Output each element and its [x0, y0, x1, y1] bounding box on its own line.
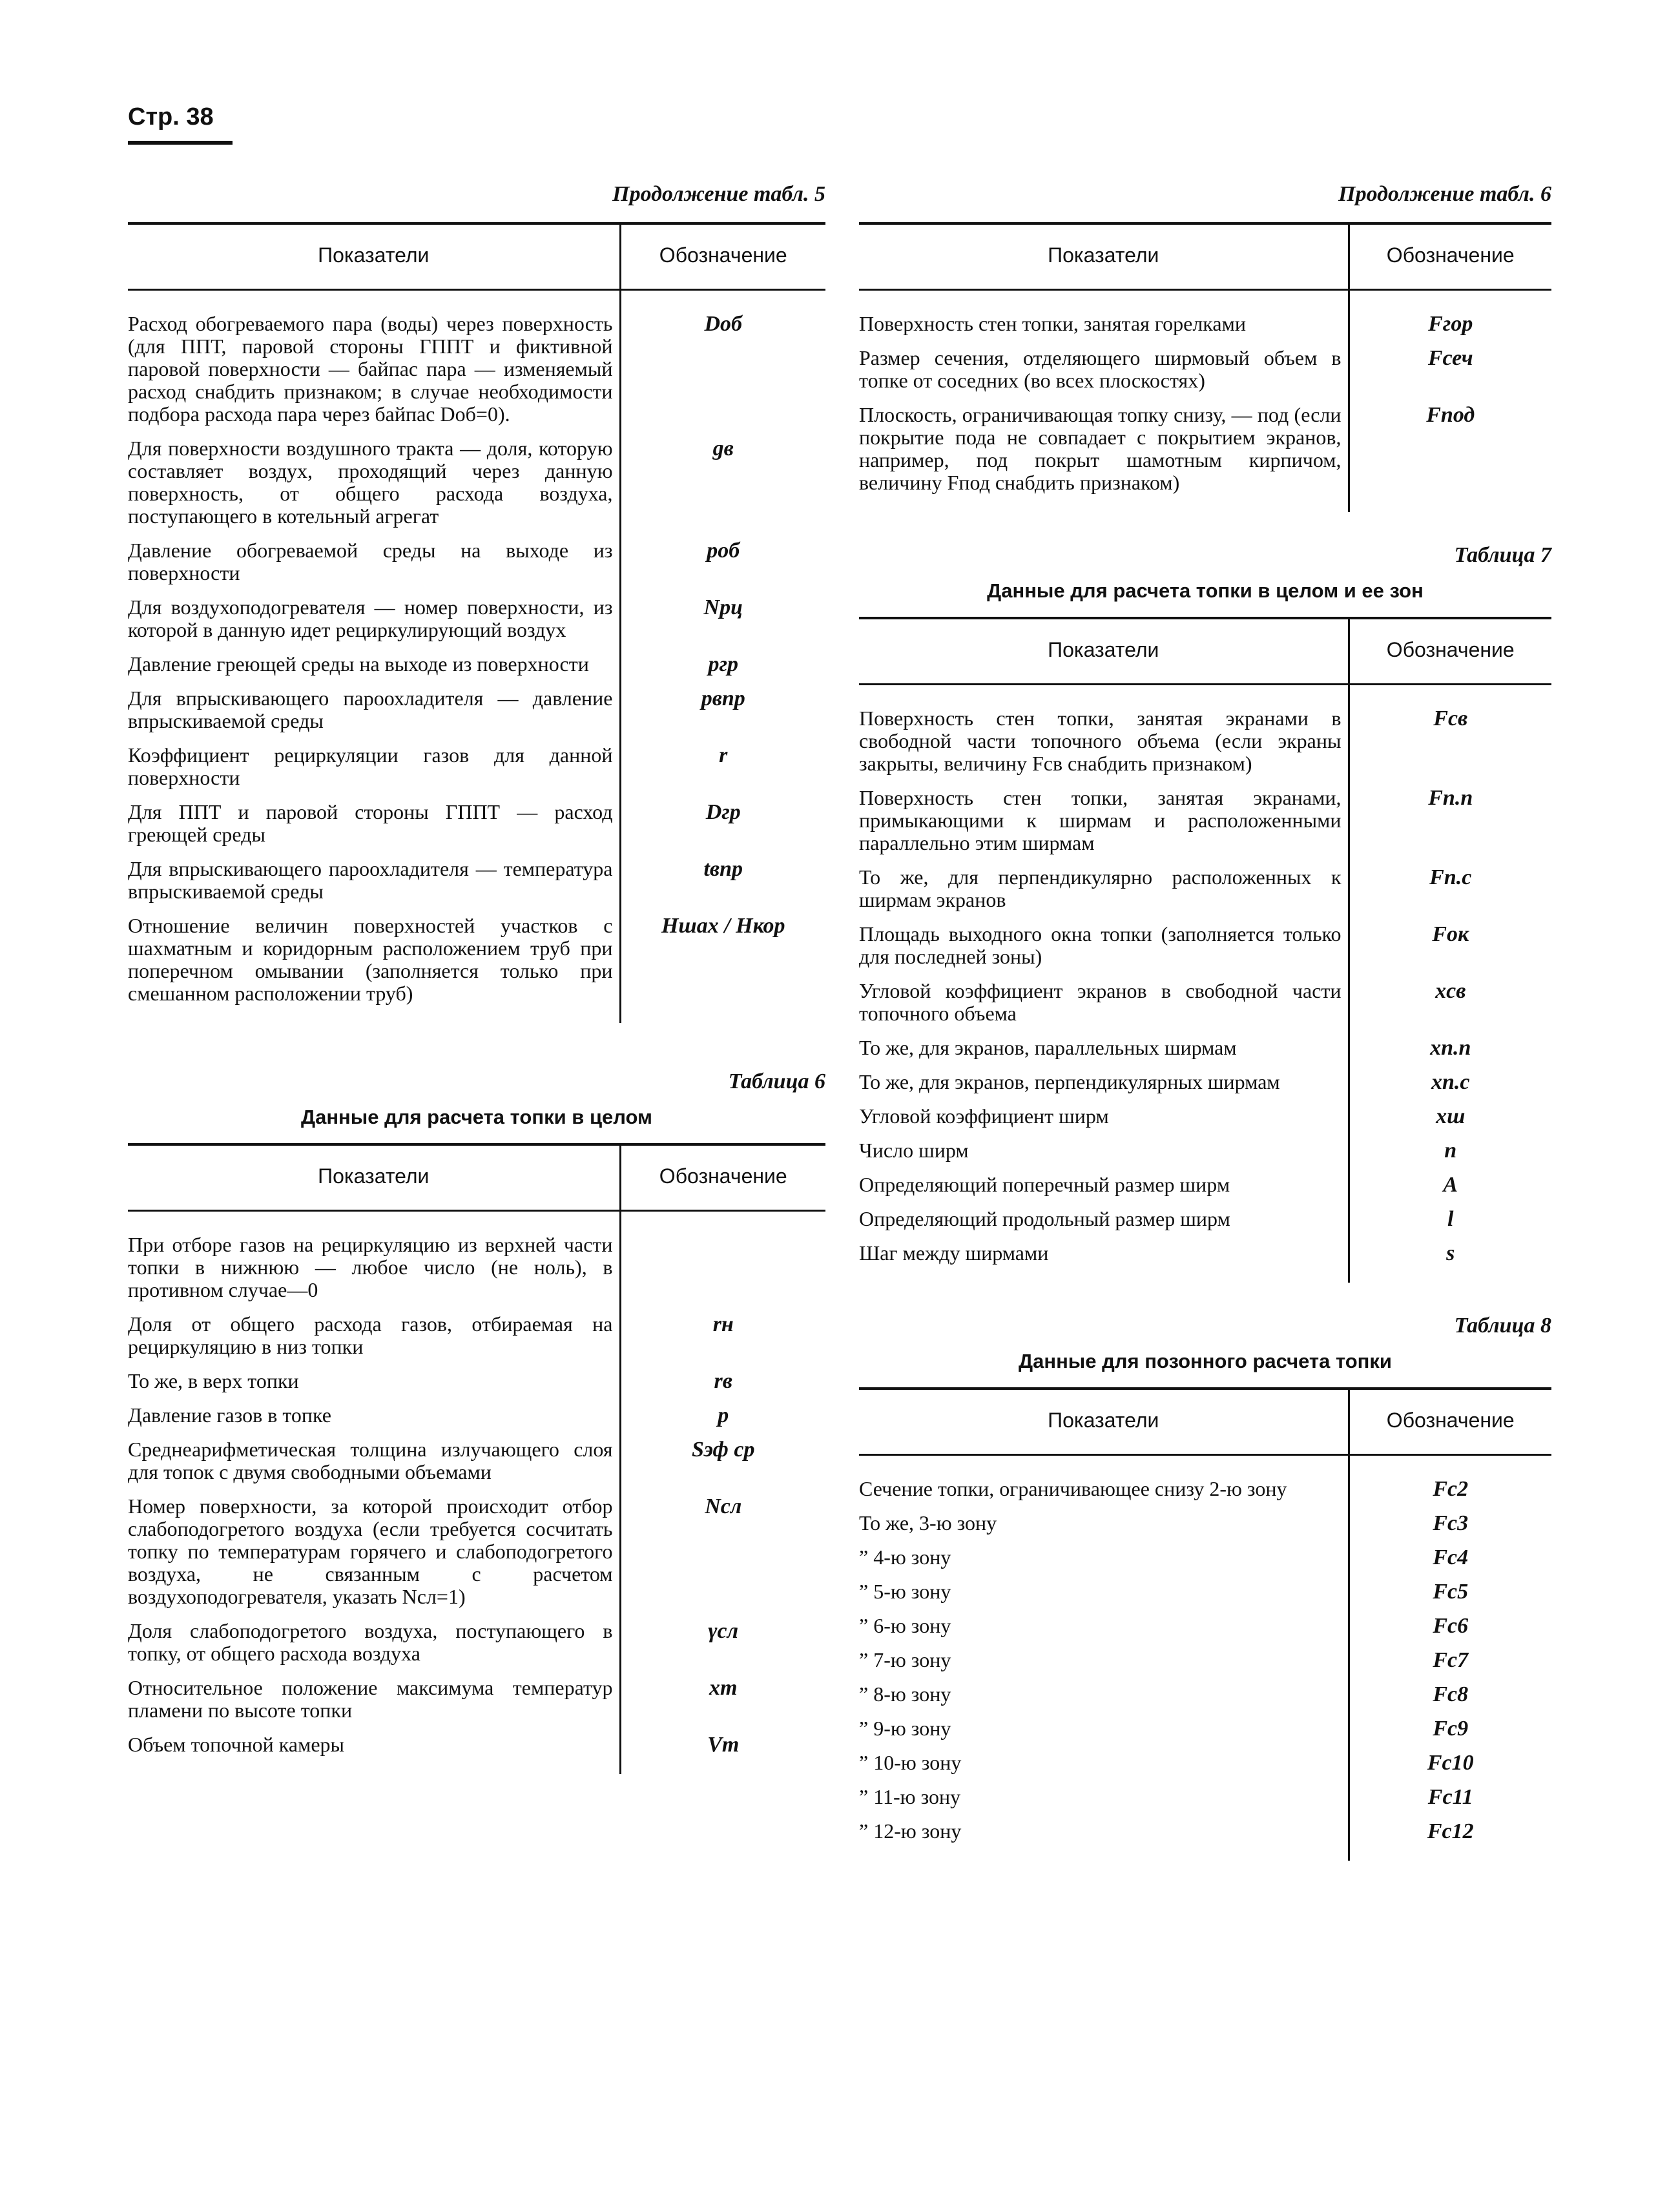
table-row — [128, 853, 825, 909]
table-row — [128, 1211, 825, 1308]
indicator-symbol: Fс8 — [1349, 1678, 1551, 1712]
indicator-description: То же, для экранов, перпендикулярных ширмам — [859, 1070, 1280, 1093]
indicator-description: Доля от общего расхода газов, отбираемая на рециркуляцию в низ топки — [128, 1312, 613, 1358]
table-row — [128, 591, 825, 648]
table-row — [859, 1575, 1551, 1609]
indicator-symbol: A — [1349, 1168, 1551, 1203]
indicator-symbol: Fс9 — [1349, 1712, 1551, 1746]
indicator-description: То же, для перпендикулярно расположенных к ширмам экранов — [859, 865, 1341, 911]
table-row — [128, 1671, 825, 1728]
indicator-symbol: Fс6 — [1349, 1609, 1551, 1644]
indicator-symbol: Fс11 — [1349, 1781, 1551, 1815]
table-row — [859, 342, 1551, 398]
indicator-description: ” 12-ю зону — [859, 1819, 962, 1843]
indicator-description: То же, в верх топки — [128, 1369, 299, 1392]
column-header-indicators: Показатели — [128, 223, 620, 290]
indicator-description: ” 4-ю зону — [859, 1545, 951, 1569]
table-row — [859, 1712, 1551, 1746]
table6 — [128, 1143, 825, 1774]
indicator-symbol: Fок — [1349, 918, 1551, 975]
indicator-description: ” 7-ю зону — [859, 1648, 951, 1671]
indicator-symbol: Fп.п — [1349, 781, 1551, 861]
table-row — [859, 1066, 1551, 1100]
indicator-symbol: s — [1349, 1237, 1551, 1283]
table-row — [859, 290, 1551, 342]
table-row — [128, 534, 825, 591]
indicator-symbol: p — [620, 1399, 825, 1433]
table6-continuation-title: Продолжение табл. 6 — [1338, 182, 1551, 206]
indicator-description: Для воздухоподогревателя — номер поверхности, из которой в данную идет рециркулирующий воздух — [128, 595, 613, 641]
indicator-description: Число ширм — [859, 1139, 969, 1162]
left-column — [128, 182, 825, 1774]
table-row — [859, 1781, 1551, 1815]
table-row — [859, 685, 1551, 782]
column-header-indicators: Показатели — [859, 618, 1349, 685]
table-row — [128, 1728, 825, 1774]
table-row — [859, 1455, 1551, 1507]
indicator-description: Определяющий продольный размер ширм — [859, 1207, 1230, 1230]
table-row — [859, 1168, 1551, 1203]
indicator-symbol: Sэф ср — [620, 1433, 825, 1490]
indicator-description: Определяющий поперечный размер ширм — [859, 1173, 1230, 1196]
table-row — [128, 1399, 825, 1433]
indicator-description: Для поверхности воздушного тракта — доля, которую составляет воздух, проходящий через данную поверхность, от общего расхода воздуха, поступающего в котельный агрегат — [128, 437, 613, 528]
indicator-description: ” 6-ю зону — [859, 1614, 951, 1637]
indicator-symbol: Dоб — [620, 290, 825, 433]
table-row — [128, 1433, 825, 1490]
indicator-description: Площадь выходного окна топки (заполняется только для последней зоны) — [859, 922, 1341, 968]
indicator-symbol: Fсв — [1349, 685, 1551, 782]
indicator-symbol: Hшах / Hкор — [620, 909, 825, 1023]
indicator-description: Для впрыскивающего пароохладителя — температура впрыскиваемой среды — [128, 857, 613, 903]
table-row — [859, 918, 1551, 975]
indicator-description: Поверхность стен топки, занятая горелками — [859, 312, 1246, 335]
indicator-symbol: rв — [620, 1365, 825, 1399]
indicator-description: Поверхность стен топки, занятая экранами в свободной части топочного объема (если экраны закрыты, величину Fсв снабдить признаком) — [859, 707, 1341, 775]
table-row — [859, 975, 1551, 1031]
table-row — [859, 781, 1551, 861]
table7-number: Таблица 7 — [1454, 543, 1551, 567]
indicator-description: Сечение топки, ограничивающее снизу 2-ю зону — [859, 1477, 1287, 1500]
table-row — [128, 1615, 825, 1671]
indicator-symbol: γсл — [620, 1615, 825, 1671]
table-row — [859, 1678, 1551, 1712]
right-column — [859, 182, 1551, 1861]
indicator-symbol: Fс4 — [1349, 1541, 1551, 1575]
indicator-symbol: Fс10 — [1349, 1746, 1551, 1781]
indicator-description: Шаг между ширмами — [859, 1241, 1049, 1265]
indicator-symbol: xп.с — [1349, 1066, 1551, 1100]
table-row — [128, 682, 825, 739]
indicator-description: Коэффициент рециркуляции газов для данной поверхности — [128, 743, 613, 789]
table-row — [859, 1541, 1551, 1575]
table-row — [859, 1237, 1551, 1283]
column-header-symbol: Обозначение — [620, 1144, 825, 1211]
column-header-symbol: Обозначение — [620, 223, 825, 290]
table-row — [128, 739, 825, 796]
indicator-symbol: pвпр — [620, 682, 825, 739]
indicator-symbol: Fгор — [1349, 290, 1551, 342]
column-header-symbol: Обозначение — [1349, 223, 1551, 290]
indicator-symbol: xп.п — [1349, 1031, 1551, 1066]
indicator-description: Для впрыскивающего пароохладителя — давление впрыскиваемой среды — [128, 687, 613, 732]
table6-continuation — [859, 222, 1551, 512]
page-number: Стр. 38 — [128, 103, 214, 130]
table8-number: Таблица 8 — [1454, 1314, 1551, 1338]
table6-caption: Данные для расчета топки в целом — [301, 1106, 652, 1128]
indicator-description: Поверхность стен топки, занятая экранами, примыкающими к ширмам и расположенными параллельно этим ширмам — [859, 786, 1341, 854]
indicator-description: Давление газов в топке — [128, 1403, 331, 1427]
table-row — [859, 1815, 1551, 1861]
table-row — [128, 1490, 825, 1615]
table5-continuation-title: Продолжение табл. 5 — [612, 182, 825, 206]
table-row — [859, 1507, 1551, 1541]
table-row — [859, 1609, 1551, 1644]
table6-number: Таблица 6 — [728, 1070, 825, 1093]
indicator-description: Номер поверхности, за которой происходит отбор слабоподогретого воздуха (если требуется сосчитать топку по температурам горячего и слабоподогретого воздуха, не связанным с расчетом воздухоподогревателя, указать Nсл=1) — [128, 1494, 613, 1608]
indicator-symbol: pгр — [620, 648, 825, 682]
indicator-symbol: Fс7 — [1349, 1644, 1551, 1678]
indicator-symbol: xсв — [1349, 975, 1551, 1031]
indicator-symbol: Fс12 — [1349, 1815, 1551, 1861]
indicator-description: Плоскость, ограничивающая топку снизу, — под (если покрытие пода не совпадает с покрытием экранов, например, под покрыт шамотным кирпичом, величину Fпод снабдить признаком) — [859, 403, 1341, 494]
indicator-symbol: tвпр — [620, 853, 825, 909]
table-row — [859, 1203, 1551, 1237]
indicator-symbol: gв — [620, 432, 825, 534]
indicator-symbol: Fпод — [1349, 398, 1551, 512]
indicator-description: ” 11-ю зону — [859, 1785, 961, 1808]
indicator-description: То же, 3-ю зону — [859, 1511, 997, 1535]
table-row — [859, 1746, 1551, 1781]
indicator-description: Доля слабоподогретого воздуха, поступающего в топку, от общего расхода воздуха — [128, 1619, 613, 1665]
column-header-symbol: Обозначение — [1349, 618, 1551, 685]
indicator-symbol: Fс3 — [1349, 1507, 1551, 1541]
indicator-description: Для ППТ и паровой стороны ГППТ — расход греющей среды — [128, 800, 613, 846]
indicator-symbol: Fп.с — [1349, 861, 1551, 918]
indicator-symbol — [620, 1211, 825, 1308]
indicator-symbol: pоб — [620, 534, 825, 591]
indicator-description: Угловой коэффициент ширм — [859, 1104, 1109, 1128]
indicator-description: ” 9-ю зону — [859, 1717, 951, 1740]
indicator-description: Давление обогреваемой среды на выходе из поверхности — [128, 539, 613, 584]
indicator-description: Среднеарифметическая толщина излучающего слоя для топок с двумя свободными объемами — [128, 1438, 613, 1483]
table-row — [859, 861, 1551, 918]
indicator-description: ” 8-ю зону — [859, 1682, 951, 1706]
indicator-symbol: Fс5 — [1349, 1575, 1551, 1609]
table-row — [128, 1365, 825, 1399]
indicator-description: Размер сечения, отделяющего ширмовый объем в топке от соседних (во всех плоскостях) — [859, 346, 1341, 392]
indicator-symbol: l — [1349, 1203, 1551, 1237]
indicator-description: Угловой коэффициент экранов в свободной части топочного объема — [859, 979, 1341, 1025]
table7 — [859, 617, 1551, 1283]
indicator-symbol: n — [1349, 1134, 1551, 1168]
page-number-underline — [128, 141, 233, 145]
indicator-description: То же, для экранов, параллельных ширмам — [859, 1036, 1237, 1059]
table-row — [859, 1031, 1551, 1066]
indicator-symbol: Dгр — [620, 796, 825, 853]
table-row — [859, 1134, 1551, 1168]
indicator-symbol: r — [620, 739, 825, 796]
table-row — [128, 432, 825, 534]
table8-caption: Данные для позонного расчета топки — [1019, 1350, 1392, 1372]
table7-caption: Данные для расчета топки в целом и ее зон — [987, 579, 1424, 602]
indicator-description: Расход обогреваемого пара (воды) через поверхность (для ППТ, паровой стороны ГППТ и фиктивной паровой поверхности — байпас пара — изменяемый расход снабдить признаком; в случае необходимости подбора расхода пара через байпас Dоб=0). — [128, 312, 613, 426]
indicator-description: Давление греющей среды на выходе из поверхности — [128, 652, 589, 676]
indicator-symbol: Vт — [620, 1728, 825, 1774]
indicator-description: ” 10-ю зону — [859, 1751, 962, 1774]
indicator-description: Относительное положение максимума температур пламени по высоте топки — [128, 1676, 613, 1722]
column-header-symbol: Обозначение — [1349, 1389, 1551, 1455]
column-header-indicators: Показатели — [859, 223, 1349, 290]
table-row — [128, 290, 825, 433]
indicator-description: При отборе газов на рециркуляцию из верхней части топки в нижнюю — любое число (не ноль), в противном случае—0 — [128, 1233, 613, 1301]
indicator-symbol: Fсеч — [1349, 342, 1551, 398]
indicator-description: ” 5-ю зону — [859, 1580, 951, 1603]
table-row — [859, 1100, 1551, 1134]
indicator-symbol: Nрц — [620, 591, 825, 648]
table-row — [128, 909, 825, 1023]
table5-continuation — [128, 222, 825, 1023]
column-header-indicators: Показатели — [128, 1144, 620, 1211]
table-row — [859, 398, 1551, 512]
column-header-indicators: Показатели — [859, 1389, 1349, 1455]
table-row — [859, 1644, 1551, 1678]
table-row — [128, 1308, 825, 1365]
table-row — [128, 796, 825, 853]
indicator-symbol: xш — [1349, 1100, 1551, 1134]
indicator-description: Отношение величин поверхностей участков с шахматным и коридорным расположением труб при поперечном омывании (заполняется только при смешанном расположении труб) — [128, 914, 613, 1005]
indicator-description: Объем топочной камеры — [128, 1733, 345, 1756]
indicator-symbol: Nсл — [620, 1490, 825, 1615]
table8 — [859, 1387, 1551, 1861]
table-row — [128, 648, 825, 682]
indicator-symbol: rн — [620, 1308, 825, 1365]
indicator-symbol: xт — [620, 1671, 825, 1728]
indicator-symbol: Fс2 — [1349, 1455, 1551, 1507]
